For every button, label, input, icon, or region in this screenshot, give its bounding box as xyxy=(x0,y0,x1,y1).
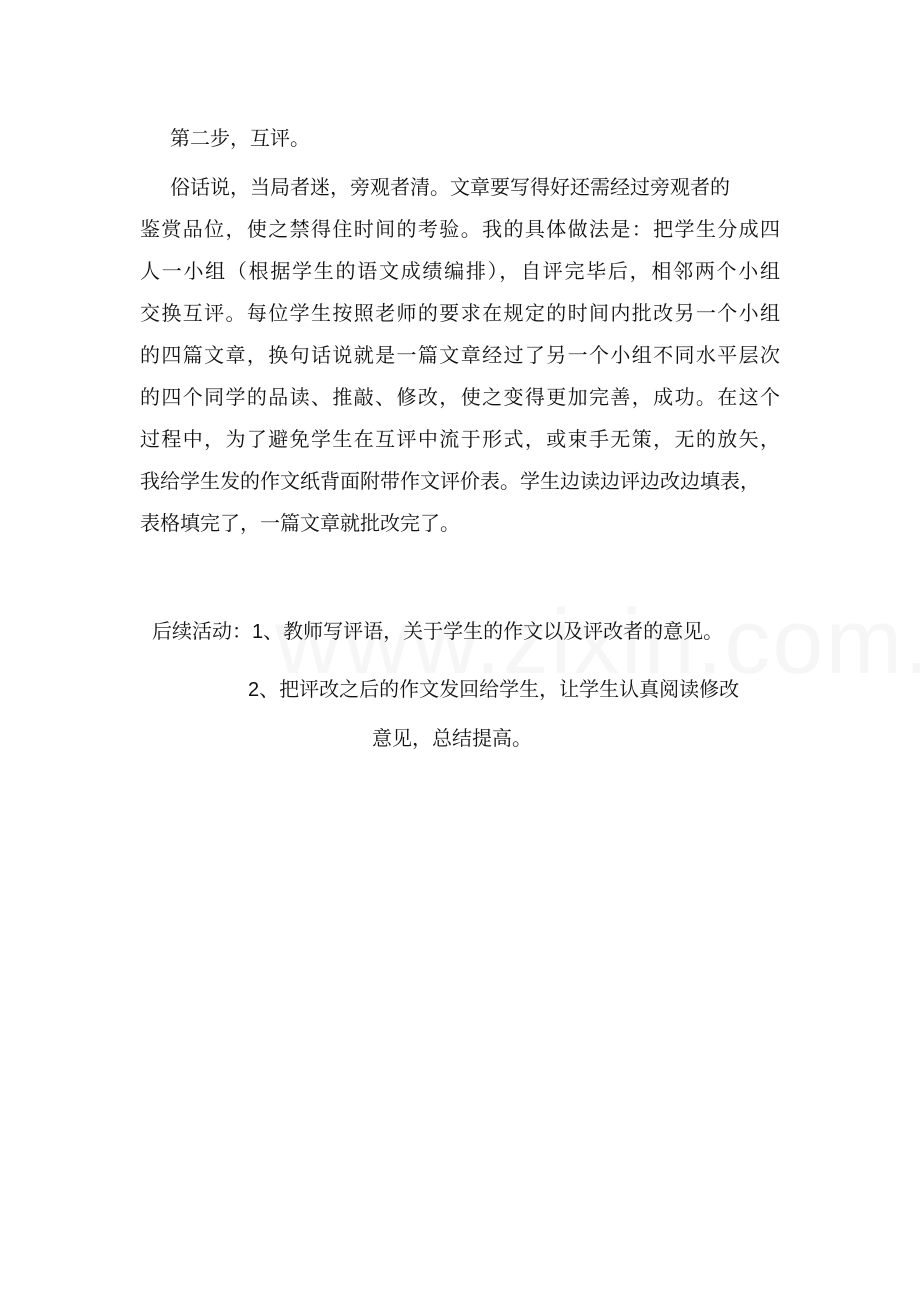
paragraph-line: 表格填完了，一篇文章就批改完了。 xyxy=(140,511,460,535)
body-paragraph xyxy=(140,166,780,544)
paragraph-line: 我给学生发的作文纸背面附带作文评价表。学生边读边评边改边填表， xyxy=(140,469,760,493)
item-number: 2 xyxy=(248,679,260,701)
paragraph-line: 过程中，为了避免学生在互评中流于形式，或束手无策，无的放矢， xyxy=(140,427,780,451)
step-title: 第二步，互评。 xyxy=(170,126,310,150)
paragraph-line: 鉴赏品位，使之禁得住时间的考验。我的具体做法是：把学生分成四 xyxy=(140,217,780,241)
paragraph-line: 交换互评。每位学生按照老师的要求在规定的时间内批改另一个小组 xyxy=(140,301,780,325)
paragraph-line: 的四个同学的品读、推敲、修改，使之变得更加完善，成功。在这个 xyxy=(140,385,780,409)
paragraph-line: 人一小组（根据学生的语文成绩编排），自评完毕后，相邻两个小组 xyxy=(140,259,780,283)
follow-up-item-2-continued: 意见，总结提高。 xyxy=(372,726,532,750)
paragraph-line: 俗话说，当局者迷，旁观者清。文章要写得好还需经过旁观者的 xyxy=(170,175,730,199)
follow-up-label: 后续活动： xyxy=(152,619,252,643)
follow-up-item-2 xyxy=(248,674,739,705)
item-text: 、把评改之后的作文发回给学生，让学生认真阅读修改 xyxy=(259,677,740,701)
item-number: 1 xyxy=(252,621,264,643)
follow-up-item-1 xyxy=(152,616,723,647)
paragraph-line: 的四篇文章，换句话说就是一篇文章经过了另一个小组不同水平层次 xyxy=(140,343,780,367)
item-text: 、教师写评语，关于学生的作文以及评改者的意见。 xyxy=(263,619,724,643)
